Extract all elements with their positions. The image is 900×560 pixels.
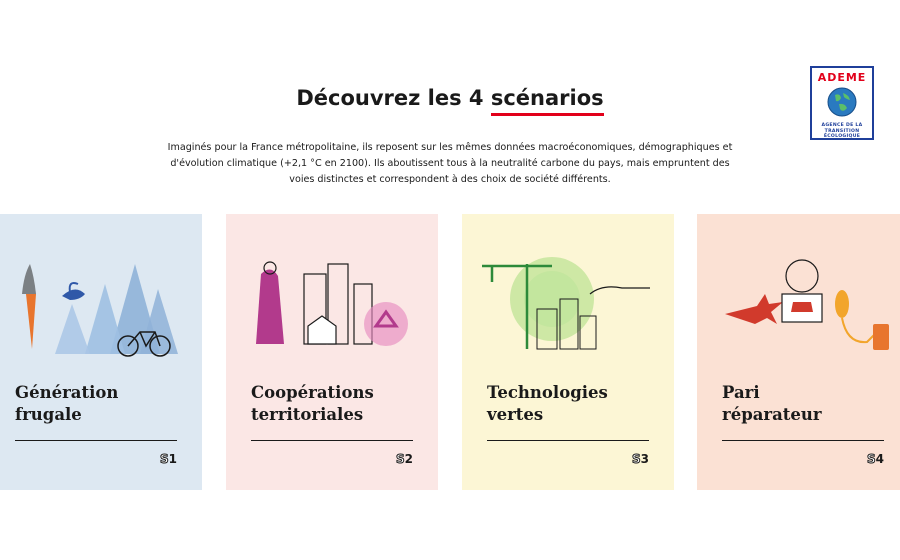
scenario-card-2[interactable] — [226, 214, 438, 490]
divider — [251, 440, 413, 441]
divider — [487, 440, 649, 441]
scenario-name: Pari réparateur — [722, 383, 822, 424]
page-title — [0, 86, 900, 110]
scenario-number: S4 — [866, 452, 884, 466]
divider — [15, 440, 177, 441]
scenario-number: S2 — [395, 452, 413, 466]
green-tech-illustration — [472, 254, 662, 364]
logo-tagline: AGENCE DE LA TRANSITION ÉCOLOGIQUE — [821, 123, 863, 139]
title-prefix: Découvrez les 4 — [296, 86, 491, 110]
scenario-card-3[interactable] — [462, 214, 674, 490]
intro-text: Imaginés pour la France métropolitaine, ils reposent sur les mêmes données macroéconomiques, démographiques et d'évolution climatique (+2,1 °C en 2100). Ils aboutissent tous à la neutralité carbone du pays, mais empruntent des voies distinctes et correspondent à des choix de société différents. — [167, 142, 733, 185]
cooperation-illustration — [236, 254, 426, 364]
reparateur-illustration — [707, 254, 897, 364]
scenario-card-4[interactable] — [697, 214, 900, 490]
title-highlight: scénarios — [490, 86, 604, 110]
logo-brand: ADEME — [817, 71, 867, 84]
scenario-name: Coopérations territoriales — [251, 383, 374, 424]
scenario-number: S1 — [159, 452, 177, 466]
frugal-illustration — [0, 254, 190, 364]
scenario-name: Génération frugale — [15, 383, 119, 424]
scenario-name: Technologies vertes — [487, 383, 608, 424]
scenario-card-1[interactable] — [0, 214, 202, 490]
divider — [722, 440, 884, 441]
scenario-number: S3 — [631, 452, 649, 466]
